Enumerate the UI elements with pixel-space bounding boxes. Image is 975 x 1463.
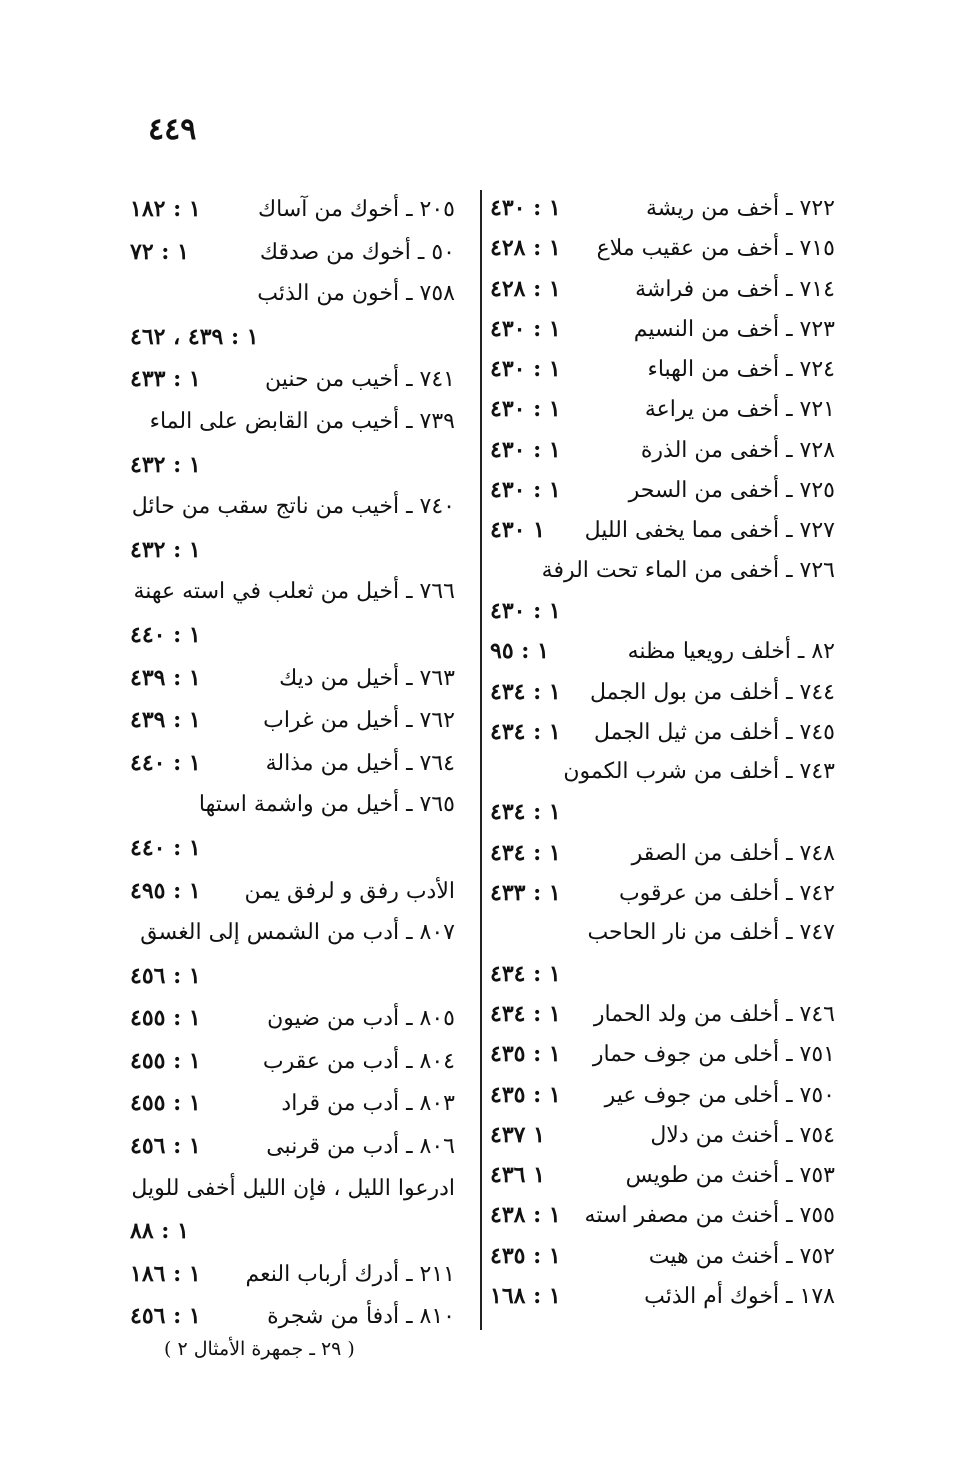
entry-text: ٧٥٠ ـ أخلى من جوف عير — [604, 1082, 835, 1108]
entry-text: ٧١٥ ـ أخف من عقيب ملاع — [596, 236, 835, 262]
index-entry — [130, 358, 455, 401]
index-entry — [490, 430, 835, 470]
index-entry — [490, 873, 835, 913]
index-entry — [130, 997, 455, 1040]
entry-text: ٧٣٩ ـ أخيب من القابض على الماء — [149, 408, 455, 434]
entry-text: ٧٤٥ ـ أخلف من ثيل الجمل — [594, 719, 835, 745]
entry-text: ٧٢٥ ـ أخفى من السحر — [628, 478, 835, 504]
entry-text: ٨٠٦ ـ أدب من قرنبى — [266, 1134, 455, 1160]
index-entry — [490, 672, 835, 712]
entry-reference: ١ : ٤٥٦ — [130, 962, 201, 989]
index-entry — [130, 870, 455, 913]
index-entry — [130, 316, 455, 359]
entry-text: ٨٠٤ ـ أدب من عقرب — [262, 1048, 455, 1074]
index-entry — [490, 631, 835, 671]
index-entry — [130, 955, 455, 998]
entry-text: ٢١١ ـ أدرك أرباب النعم — [245, 1261, 455, 1287]
entry-text: ٧١٤ ـ أخف من فراشة — [635, 276, 835, 302]
index-entry — [490, 551, 835, 591]
index-entry — [490, 1075, 835, 1115]
entry-text: ٧٤٢ ـ أخلف من عرقوب — [618, 881, 835, 907]
index-column-left — [130, 188, 455, 1338]
entry-text: ١٧٨ ـ أخوك أم الذئب — [644, 1284, 835, 1310]
entry-reference: ١ : ٤٣٩ — [130, 707, 201, 734]
index-entry — [130, 1253, 455, 1296]
index-entry — [490, 792, 835, 832]
entry-text: ٥٠ ـ أخوك من صدقك — [259, 239, 455, 265]
entry-reference: ١ : ٤٣٤ — [490, 799, 561, 826]
entry-reference: ١ : ٤٢٨ — [490, 275, 561, 302]
entry-text: ٧٤٣ ـ أخلف من شرب الكمون — [563, 759, 835, 785]
entry-text: ٧٥٢ ـ أخنث من هيت — [648, 1243, 835, 1269]
entry-text: ٧٤٤ ـ أخلف من بول الجمل — [589, 679, 835, 705]
entry-text: ٧٢١ ـ أخف من يراعة — [644, 397, 835, 423]
entry-reference: ١ ٤٣٧ — [490, 1121, 545, 1148]
entry-text: ٧٤٨ ـ أخلف من الصقر — [631, 840, 835, 866]
entry-reference: ١ : ٤٢٨ — [490, 235, 561, 262]
entry-text: ٨٢ ـ أخلف رويعيا مظنه — [627, 639, 835, 665]
entry-reference: ١ : ٤٣٤ — [490, 960, 561, 987]
entry-reference: ١ : ٤٣٢ — [130, 536, 201, 563]
entry-text: ٧٦٣ ـ أخيل من ديك — [279, 665, 455, 691]
index-entry — [490, 269, 835, 309]
index-entry — [130, 657, 455, 700]
entry-reference: ١ : ٤٣٣ — [490, 880, 561, 907]
index-column-right — [490, 188, 835, 1316]
entry-text: ٧٢٤ ـ أخف من الهباء — [647, 357, 835, 383]
entry-text: ٨١٠ ـ أدفأ من شجرة — [267, 1304, 455, 1330]
entry-reference: ١ : ٤٣٥ — [490, 1081, 561, 1108]
index-entry — [130, 1040, 455, 1083]
index-entry — [130, 486, 455, 529]
entry-reference: ١ : ٤٥٦ — [130, 1133, 201, 1160]
column-divider — [480, 190, 482, 1330]
entry-text: ٧٥٣ ـ أخنث من طويس — [625, 1163, 835, 1189]
entry-reference: ١ : ٧٢ — [130, 238, 189, 265]
index-entry — [130, 1082, 455, 1125]
entry-reference: ١ : ٩٥ — [490, 638, 549, 665]
index-entry — [490, 1034, 835, 1074]
entry-reference: ١ : ٤٣٤ — [490, 1000, 561, 1027]
entry-reference: ١ : ٤٣٠ — [490, 356, 561, 383]
entry-reference: ١ : ٨٨ — [130, 1218, 189, 1245]
entry-reference: ١ : ٤٣٩ ، ٤٦٢ — [130, 323, 259, 350]
entry-text: ٢٠٥ ـ أخوك من آساك — [258, 197, 455, 222]
entry-reference: ١ : ٤٥٦ — [130, 1303, 201, 1330]
index-entry — [130, 742, 455, 785]
entry-reference: ١ : ٤٣٥ — [490, 1041, 561, 1068]
index-entry — [130, 784, 455, 827]
entry-text: ٧٢٢ ـ أخف من ريشة — [645, 196, 835, 221]
entry-text: ٧٤٦ ـ أخلف من ولد الحمار — [593, 1001, 835, 1027]
index-entry — [490, 1155, 835, 1195]
index-entry — [490, 1115, 835, 1155]
index-entry — [130, 529, 455, 572]
footer-note: ( ٢٩ ـ جمهرة الأمثال ٢ ) — [164, 1338, 355, 1360]
index-entry — [490, 389, 835, 429]
entry-reference: ١ : ١٨٢ — [130, 196, 201, 222]
entry-reference: ١ : ١٨٦ — [130, 1260, 201, 1287]
index-entry — [130, 401, 455, 444]
entry-text: ٧٢٨ ـ أخفى من الذرة — [640, 437, 835, 463]
index-entry — [130, 827, 455, 870]
entry-reference: ١ : ٤٣٠ — [490, 396, 561, 423]
index-entry — [490, 712, 835, 752]
index-entry — [490, 954, 835, 994]
index-entry — [490, 470, 835, 510]
index-entry — [130, 571, 455, 614]
entry-reference: ١ : ٤٣٢ — [130, 451, 201, 478]
index-entry — [130, 699, 455, 742]
entry-text: ٨٠٥ ـ أدب من ضيون — [267, 1006, 455, 1032]
entry-text: ٧٥١ ـ أخلى من جوف حمار — [592, 1042, 835, 1068]
entry-reference: ١ : ٤٥٥ — [130, 1005, 201, 1032]
entry-text: ادرعوا الليل ، فإن الليل أخفى للويل — [131, 1175, 455, 1201]
entry-reference: ١ : ٤٣٠ — [490, 315, 561, 342]
entry-text: الأدب رفق و لرفق يمن — [244, 878, 455, 904]
page-number: ٤٤٩ — [148, 112, 197, 147]
entry-reference: ١ ٤٣٠ — [490, 517, 545, 544]
entry-reference: ١ : ٤٣٠ — [490, 195, 561, 221]
entry-reference: ١ : ٤٣٨ — [490, 1202, 561, 1229]
entry-text: ٧٥٤ ـ أخنث من دلال — [650, 1122, 835, 1148]
entry-reference: ١ : ٤٥٥ — [130, 1090, 201, 1117]
entry-reference: ١ : ٤٣٤ — [490, 678, 561, 705]
index-entry — [490, 309, 835, 349]
entry-text: ٧٥٥ ـ أخنث من مصفر استه — [584, 1203, 835, 1229]
index-entry — [130, 188, 455, 231]
entry-reference: ١ : ١٦٨ — [490, 1283, 561, 1310]
entry-reference: ١ : ٤٣٤ — [490, 718, 561, 745]
entry-reference: ١ : ٤٤٠ — [130, 621, 201, 648]
index-entry — [490, 913, 835, 953]
index-entry — [490, 591, 835, 631]
entry-text: ٧٤٧ ـ أخلف من نار الحاحب — [587, 920, 835, 946]
entry-text: ٧٦٦ ـ أخيل من ثعلب في استه عهنة — [133, 579, 455, 605]
entry-text: ٧٥٨ ـ أخون من الذئب — [257, 281, 455, 307]
index-entry — [490, 349, 835, 389]
entry-text: ٧٢٧ ـ أخفى مما يخفى الليل — [584, 518, 835, 544]
index-entry — [490, 994, 835, 1034]
index-entry — [490, 188, 835, 228]
index-entry — [130, 231, 455, 274]
index-entry — [130, 273, 455, 316]
entry-reference: ١ : ٤٥٥ — [130, 1047, 201, 1074]
entry-reference: ١ : ٤٣٠ — [490, 597, 561, 624]
entry-text: ٨٠٣ ـ أدب من قراد — [281, 1091, 455, 1117]
entry-reference: ١ ٤٣٦ — [490, 1162, 545, 1189]
index-entry — [130, 444, 455, 487]
index-entry — [490, 1236, 835, 1276]
index-entry — [490, 833, 835, 873]
index-entry — [490, 1195, 835, 1235]
entry-text: ٧٦٤ ـ أخيل من مذالة — [265, 750, 455, 776]
entry-text: ٧٢٣ ـ أخف من النسيم — [633, 316, 835, 342]
entry-reference: ١ : ٤٣٠ — [490, 436, 561, 463]
index-entry — [130, 1210, 455, 1253]
entry-text: ٧٦٢ ـ أخيل من غراب — [263, 708, 455, 734]
index-entry — [490, 510, 835, 550]
entry-reference: ١ : ٤٤٠ — [130, 749, 201, 776]
index-entry — [130, 1295, 455, 1338]
index-entry — [130, 1168, 455, 1211]
entry-reference: ١ : ٤٣٠ — [490, 477, 561, 504]
entry-text: ٨٠٧ ـ أدب من الشمس إلى الغسق — [140, 920, 455, 946]
index-entry — [490, 228, 835, 268]
index-entry — [490, 752, 835, 792]
entry-text: ٧٦٥ ـ أخيل من واشمة استها — [198, 792, 455, 818]
entry-text: ٧٤١ ـ أخيب من حنين — [265, 367, 455, 393]
index-entry — [130, 614, 455, 657]
entry-text: ٧٢٦ ـ أخفى من الماء تحت الرفة — [541, 557, 835, 583]
index-entry — [130, 912, 455, 955]
index-entry — [490, 1276, 835, 1316]
entry-reference: ١ : ٤٣٣ — [130, 366, 201, 393]
entry-reference: ١ : ٤٣٩ — [130, 664, 201, 691]
entry-reference: ١ : ٤٤٠ — [130, 834, 201, 861]
entry-reference: ١ : ٤٣٥ — [490, 1242, 561, 1269]
entry-text: ٧٤٠ ـ أخيب من ناتج سقب من حائل — [131, 494, 455, 520]
index-entry — [130, 1125, 455, 1168]
entry-reference: ١ : ٤٩٥ — [130, 877, 201, 904]
entry-reference: ١ : ٤٣٤ — [490, 839, 561, 866]
